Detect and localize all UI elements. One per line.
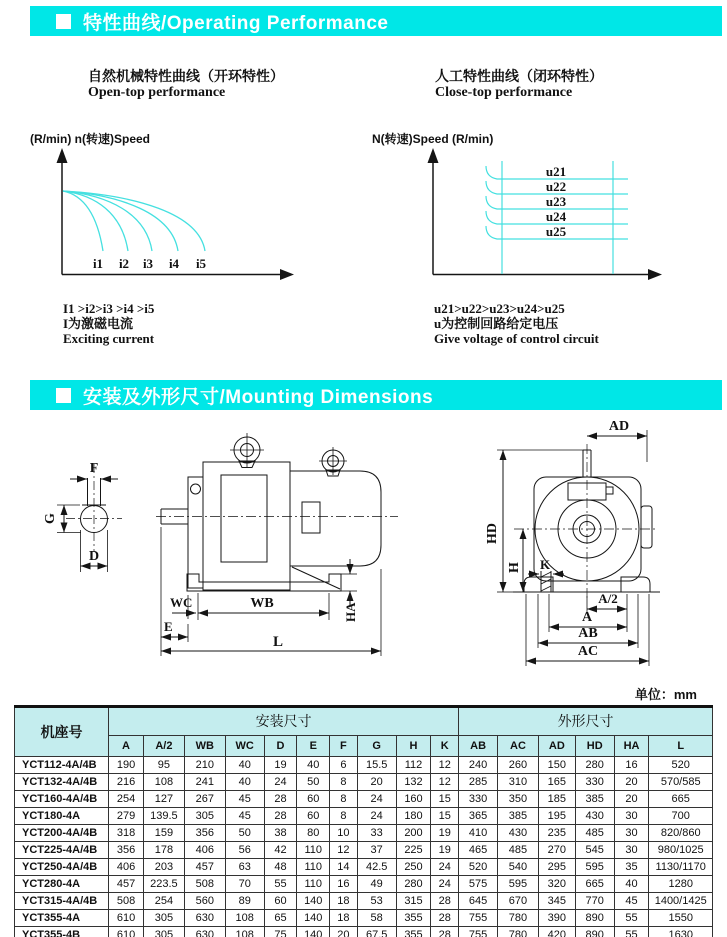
mounting-dims-group-header: 安装尺寸 [109, 707, 459, 736]
dimension-cell: 30 [614, 842, 649, 859]
column-header: F [330, 736, 358, 757]
dimension-cell: 203 [143, 859, 184, 876]
table-row [15, 825, 713, 842]
dimension-cell: 70 [225, 876, 264, 893]
curve-label-i1: i1 [92, 256, 104, 271]
dimension-cell: 40 [225, 757, 264, 774]
dimension-cell: 280 [396, 876, 431, 893]
dimension-cell: 89 [225, 893, 264, 910]
dimension-cell: 160 [396, 791, 431, 808]
dimension-cell: 216 [109, 774, 144, 791]
line-label-u23: u23 [545, 194, 567, 209]
dimension-cell: 780 [498, 927, 539, 937]
dimension-cell: 575 [459, 876, 498, 893]
open-loop-heading [88, 70, 284, 100]
dimension-cell: 18 [330, 910, 358, 927]
closed-loop-axis-label: N(转速)Speed (R/min) [372, 132, 494, 146]
dimension-cell: 890 [575, 910, 614, 927]
dimension-cell: 80 [297, 825, 330, 842]
closed-loop-heading-en: Close-top performance [435, 85, 573, 100]
dimension-cell: 60 [264, 893, 297, 910]
dimension-cell: 28 [264, 808, 297, 825]
frame-size-cell: YCT250-4A/4B [15, 859, 109, 876]
dimension-cell: 55 [614, 910, 649, 927]
table-row [15, 927, 713, 937]
dimension-cell: 16 [614, 757, 649, 774]
note-line: I1 >i2>i3 >i4 >i5 [63, 301, 155, 316]
dimension-cell: 15 [431, 791, 459, 808]
dimension-cell: 140 [297, 927, 330, 937]
dimension-cell: 50 [297, 774, 330, 791]
dimension-cell: 200 [396, 825, 431, 842]
section-banner-mounting [30, 380, 722, 410]
dimension-cell: 665 [575, 876, 614, 893]
column-header: AB [459, 736, 498, 757]
open-loop-chart [40, 145, 310, 295]
dimension-cell: 390 [538, 910, 575, 927]
dimension-cell: 420 [538, 927, 575, 937]
dim-label-F: F [89, 461, 99, 476]
dimension-cell: 780 [498, 910, 539, 927]
curve-label-i2: i2 [118, 256, 130, 271]
dimension-cell: 60 [297, 791, 330, 808]
dim-label-AB: AB [578, 626, 598, 641]
dim-label-AD: AD [608, 419, 630, 434]
line-label-u25: u25 [545, 224, 567, 239]
dimension-cell: 8 [330, 808, 358, 825]
dimension-cell: 110 [297, 876, 330, 893]
dimension-cell: 560 [184, 893, 225, 910]
dimension-cell: 630 [184, 910, 225, 927]
dimension-cell: 24 [264, 774, 297, 791]
column-header: D [264, 736, 297, 757]
dimension-cell: 235 [538, 825, 575, 842]
dimension-cell: 385 [575, 791, 614, 808]
unit-note: 单位：mm [634, 687, 697, 702]
dimension-cell: 24 [431, 876, 459, 893]
dimension-cell: 406 [109, 859, 144, 876]
dimension-cell: 595 [575, 859, 614, 876]
dimension-cell: 12 [330, 842, 358, 859]
dimension-cell: 755 [459, 910, 498, 927]
dim-label-K: K [540, 557, 551, 572]
closed-loop-heading-zh: 人工特性曲线（闭环特性） [435, 70, 603, 85]
dimension-cell: 20 [357, 774, 396, 791]
dimension-cell: 58 [357, 910, 396, 927]
frame-size-cell: YCT355-4A [15, 910, 109, 927]
dimension-cell: 108 [225, 927, 264, 937]
dimension-cell: 980/1025 [649, 842, 713, 859]
frame-size-cell: YCT180-4A [15, 808, 109, 825]
dimension-cell: 139.5 [143, 808, 184, 825]
dim-label-H: H [507, 562, 522, 573]
note-line: u21>u22>u23>u24>u25 [434, 301, 565, 316]
dimension-cell: 10 [330, 825, 358, 842]
dimension-cell: 42 [264, 842, 297, 859]
dimension-cell: 42.5 [357, 859, 396, 876]
table-row [15, 808, 713, 825]
dimension-cell: 465 [459, 842, 498, 859]
dimension-cell: 645 [459, 893, 498, 910]
section-title: 特性曲线/Operating Performance [83, 12, 389, 34]
dimension-cell: 18 [330, 893, 358, 910]
column-header: HD [575, 736, 614, 757]
dimension-cell: 49 [357, 876, 396, 893]
dimension-cell: 190 [109, 757, 144, 774]
dimension-cell: 63 [225, 859, 264, 876]
square-bullet-icon [56, 388, 71, 403]
dimension-cell: 24 [431, 859, 459, 876]
dimension-cell: 50 [225, 825, 264, 842]
frame-size-header: 机座号 [15, 707, 109, 757]
dimension-cell: 520 [459, 859, 498, 876]
dimension-cell: 140 [297, 893, 330, 910]
frame-size-cell: YCT112-4A/4B [15, 757, 109, 774]
dimension-cell: 485 [498, 842, 539, 859]
dim-label-WB: WB [250, 596, 274, 611]
dimension-cell: 24 [357, 791, 396, 808]
dimension-cell: 457 [184, 859, 225, 876]
dimension-cell: 33 [357, 825, 396, 842]
column-header: K [431, 736, 459, 757]
dimension-cell: 40 [297, 757, 330, 774]
y-axis-arrow [57, 148, 68, 163]
dimension-cell: 570/585 [649, 774, 713, 791]
dimension-cell: 355 [396, 910, 431, 927]
dimension-cell: 890 [575, 927, 614, 937]
dimension-cell: 280 [575, 757, 614, 774]
dimension-cell: 28 [431, 910, 459, 927]
dimension-cell: 95 [143, 757, 184, 774]
column-header: WC [225, 736, 264, 757]
table-row [15, 893, 713, 910]
column-header: L [649, 736, 713, 757]
dimension-cell: 630 [184, 927, 225, 937]
dim-label-A: A [581, 610, 593, 625]
note-line: Give voltage of control circuit [434, 331, 599, 346]
column-header: AD [538, 736, 575, 757]
dimension-cell: 30 [614, 808, 649, 825]
dimension-cell: 140 [297, 910, 330, 927]
column-header: HA [614, 736, 649, 757]
dimension-cell: 285 [459, 774, 498, 791]
dim-label-G: G [43, 513, 58, 524]
dimension-cell: 45 [225, 791, 264, 808]
table-row [15, 910, 713, 927]
speed-current-curves [63, 191, 205, 251]
dimension-cell: 40 [225, 774, 264, 791]
dimension-cell: 19 [264, 757, 297, 774]
dimension-cell: 356 [184, 825, 225, 842]
dimension-cell: 35 [614, 859, 649, 876]
dim-label-L: L [272, 634, 284, 650]
dim-label-AC: AC [577, 644, 599, 659]
y-axis-arrow [428, 148, 439, 163]
dimension-cell: 45 [614, 893, 649, 910]
dimension-cell: 108 [225, 910, 264, 927]
dimension-cell: 30 [614, 825, 649, 842]
dimension-cell: 37 [357, 842, 396, 859]
dimension-cell: 180 [396, 808, 431, 825]
frame-size-cell: YCT280-4A [15, 876, 109, 893]
note-line: I为激磁电流 [63, 316, 134, 331]
dimension-cell: 210 [184, 757, 225, 774]
dimension-cell: 305 [143, 910, 184, 927]
dimension-cell: 260 [498, 757, 539, 774]
line-label-u24: u24 [545, 209, 567, 224]
dimension-cell: 195 [538, 808, 575, 825]
dimension-cell: 267 [184, 791, 225, 808]
dimension-cell: 356 [109, 842, 144, 859]
dimension-cell: 310 [498, 774, 539, 791]
table-body [15, 757, 713, 937]
dimension-cell: 178 [143, 842, 184, 859]
dimension-cell: 40 [614, 876, 649, 893]
x-axis-arrow [280, 269, 294, 280]
table-row [15, 757, 713, 774]
dimension-cell: 48 [264, 859, 297, 876]
closed-loop-chart [370, 145, 675, 295]
closed-loop-notes [434, 301, 599, 346]
dimension-cell: 270 [538, 842, 575, 859]
dimension-cell: 305 [143, 927, 184, 937]
dimension-cell: 127 [143, 791, 184, 808]
dimension-cell: 28 [431, 893, 459, 910]
dimension-cell: 14 [330, 859, 358, 876]
frame-size-cell: YCT200-4A/4B [15, 825, 109, 842]
dimension-cell: 60 [297, 808, 330, 825]
column-header: A [109, 736, 144, 757]
open-loop-notes [63, 301, 154, 346]
dimension-cell: 67.5 [357, 927, 396, 937]
column-header: AC [498, 736, 539, 757]
dimension-cell: 110 [297, 859, 330, 876]
dimension-cell: 365 [459, 808, 498, 825]
dim-label-HA: HA [343, 602, 358, 622]
dimension-cell: 540 [498, 859, 539, 876]
table-subheader-row [15, 736, 713, 757]
dimension-cell: 15.5 [357, 757, 396, 774]
dimension-cell: 16 [330, 876, 358, 893]
dimension-cell: 185 [538, 791, 575, 808]
open-loop-axis-label: (R/min) n(转速)Speed [30, 132, 150, 146]
dimension-cell: 595 [498, 876, 539, 893]
dimension-cell: 295 [538, 859, 575, 876]
dimension-cell: 28 [431, 927, 459, 937]
frame-size-cell: YCT160-4A/4B [15, 791, 109, 808]
dimension-cell: 457 [109, 876, 144, 893]
dimension-cell: 610 [109, 910, 144, 927]
dimension-cell: 318 [109, 825, 144, 842]
dimension-cell: 20 [614, 774, 649, 791]
section-banner-performance [30, 6, 722, 36]
dimension-cell: 610 [109, 927, 144, 937]
dimension-cell: 254 [109, 791, 144, 808]
dim-label-A2: A/2 [598, 591, 618, 606]
outline-dims-group-header: 外形尺寸 [459, 707, 713, 736]
dimension-cell: 520 [649, 757, 713, 774]
dimension-cell: 225 [396, 842, 431, 859]
table-row [15, 842, 713, 859]
line-label-u21: u21 [545, 164, 567, 179]
dimension-cell: 56 [225, 842, 264, 859]
dimension-cell: 132 [396, 774, 431, 791]
dimension-cell: 110 [297, 842, 330, 859]
dimension-cell: 240 [459, 757, 498, 774]
dimension-cell: 1550 [649, 910, 713, 927]
square-bullet-icon [56, 14, 71, 29]
dimension-cell: 355 [396, 927, 431, 937]
dimension-cell: 55 [264, 876, 297, 893]
line-label-u22: u22 [545, 179, 567, 194]
dimension-cell: 12 [431, 774, 459, 791]
dimension-cell: 19 [431, 842, 459, 859]
dimension-cell: 112 [396, 757, 431, 774]
dimension-cell: 20 [614, 791, 649, 808]
table-row [15, 774, 713, 791]
dim-label-E: E [164, 619, 173, 634]
dimension-cell: 279 [109, 808, 144, 825]
dimension-cell: 150 [538, 757, 575, 774]
dimension-cell: 545 [575, 842, 614, 859]
dimension-cell: 254 [143, 893, 184, 910]
dimension-cell: 53 [357, 893, 396, 910]
dimension-cell: 15 [431, 808, 459, 825]
dimension-cell: 159 [143, 825, 184, 842]
table-row [15, 791, 713, 808]
dimension-cell: 19 [431, 825, 459, 842]
dimension-cell: 28 [264, 791, 297, 808]
frame-size-cell: YCT355-4B [15, 927, 109, 937]
note-line: u为控制回路给定电压 [434, 316, 559, 331]
column-header: H [396, 736, 431, 757]
dimension-cell: 165 [538, 774, 575, 791]
dimension-cell: 241 [184, 774, 225, 791]
dimension-cell: 1280 [649, 876, 713, 893]
dimension-cell: 430 [498, 825, 539, 842]
open-loop-heading-en: Open-top performance [88, 85, 226, 100]
table-row [15, 859, 713, 876]
dimension-cell: 508 [109, 893, 144, 910]
column-header: A/2 [143, 736, 184, 757]
dim-label-HD: HD [485, 523, 500, 544]
dimension-cell: 350 [498, 791, 539, 808]
column-header: WB [184, 736, 225, 757]
dimension-cell: 1130/1170 [649, 859, 713, 876]
dimensions-table [14, 705, 713, 937]
closed-loop-heading [435, 70, 603, 100]
dimension-cell: 65 [264, 910, 297, 927]
dimension-cell: 820/860 [649, 825, 713, 842]
column-header: G [357, 736, 396, 757]
dimension-cell: 6 [330, 757, 358, 774]
side-view [156, 433, 398, 656]
dimension-cell: 8 [330, 774, 358, 791]
x-axis-arrow [648, 269, 662, 280]
section-title: 安装及外形尺寸/Mounting Dimensions [83, 386, 434, 408]
frame-size-cell: YCT315-4A/4B [15, 893, 109, 910]
open-loop-heading-zh: 自然机械特性曲线（开环特性） [88, 70, 284, 85]
curve-label-i4: i4 [168, 256, 180, 271]
curve-label-i3: i3 [142, 256, 154, 271]
dimension-cell: 20 [330, 927, 358, 937]
dimension-cell: 45 [225, 808, 264, 825]
dimension-cell: 12 [431, 757, 459, 774]
dimension-cell: 508 [184, 876, 225, 893]
dimension-cell: 330 [459, 791, 498, 808]
dimension-cell: 305 [184, 808, 225, 825]
curve-label-i5: i5 [195, 256, 207, 271]
dim-label-WC: WC [170, 595, 193, 610]
dimension-cell: 38 [264, 825, 297, 842]
column-header: E [297, 736, 330, 757]
dimension-cell: 320 [538, 876, 575, 893]
dimension-cell: 406 [184, 842, 225, 859]
dimension-cell: 665 [649, 791, 713, 808]
dimension-cell: 485 [575, 825, 614, 842]
dimension-cell: 410 [459, 825, 498, 842]
dimension-cell: 55 [614, 927, 649, 937]
dimension-cell: 1400/1425 [649, 893, 713, 910]
dimension-cell: 1630 [649, 927, 713, 937]
dimension-drawings [0, 412, 727, 684]
dimension-cell: 330 [575, 774, 614, 791]
table-row [15, 876, 713, 893]
dimension-cell: 250 [396, 859, 431, 876]
dimension-cell: 108 [143, 774, 184, 791]
dimension-cell: 700 [649, 808, 713, 825]
frame-size-cell: YCT225-4A/4B [15, 842, 109, 859]
dimension-cell: 8 [330, 791, 358, 808]
dimension-cell: 75 [264, 927, 297, 937]
dimension-cell: 24 [357, 808, 396, 825]
dimension-cell: 755 [459, 927, 498, 937]
dimension-cell: 345 [538, 893, 575, 910]
dim-label-D: D [88, 549, 100, 564]
dimension-cell: 315 [396, 893, 431, 910]
dimension-cell: 670 [498, 893, 539, 910]
note-line: Exciting current [63, 331, 155, 346]
dimension-cell: 430 [575, 808, 614, 825]
dimension-cell: 385 [498, 808, 539, 825]
frame-size-cell: YCT132-4A/4B [15, 774, 109, 791]
dimension-cell: 770 [575, 893, 614, 910]
dimension-cell: 223.5 [143, 876, 184, 893]
